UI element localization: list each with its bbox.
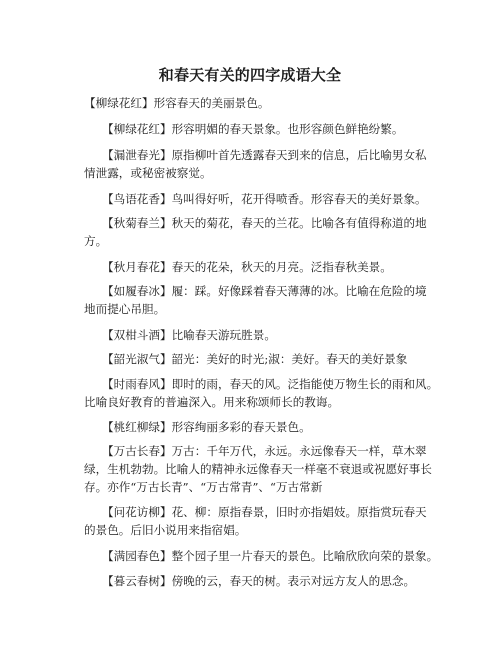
- paragraph-line: 【柳绿花红】形容明媚的春天景象。也形容颜色鲜艳纷繁。: [102, 122, 404, 136]
- idiom-paragraph: [84, 442, 432, 496]
- paragraph-line: 【韶光淑气】韶光：美好的时光;淑：美好。春天的美好景象: [102, 352, 408, 366]
- paragraph-line: 【万古长春】万古：千年万代，永远。永远像春天一样，草木翠: [102, 444, 427, 458]
- paragraph-line: 比喻良好教育的普遍深入。用来称颂师长的教诲。: [84, 395, 340, 409]
- idiom-paragraph: [84, 146, 427, 182]
- idiom-paragraph: [102, 572, 415, 590]
- idiom-paragraph: [102, 326, 276, 344]
- paragraph-line: 的景色。后旧小说用来指宿娼。: [84, 523, 247, 537]
- paragraph-line: 【鸟语花香】鸟叫得好听，花开得喷香。形容春天的美好景象。: [102, 192, 427, 206]
- paragraph-line: 【柳绿花红】形容春天的美丽景色。: [84, 96, 270, 110]
- paragraph-line: 【双柑斗酒】比喻春天游玩胜景。: [102, 328, 276, 342]
- paragraph-line: 【秋菊春兰】秋天的菊花，春天的兰花。比喻各有值得称道的地: [102, 216, 427, 230]
- paragraph-line: 【满园春色】整个园子里一片春天的景色。比喻欣欣向荣的景象。: [102, 549, 439, 563]
- paragraph-line: 存。亦作“万古长青”、“万古常青”、“万古常新: [84, 480, 323, 494]
- paragraph-line: 方。: [84, 234, 108, 248]
- idiom-paragraph: [102, 350, 407, 368]
- idiom-paragraph: [84, 503, 427, 539]
- idiom-paragraph: [102, 547, 438, 565]
- paragraph-line: 地而提心吊胆。: [84, 302, 166, 316]
- paragraph-line: 【时雨春风】即时的雨，春天的风。泛指能使万物生长的雨和风。: [102, 377, 439, 391]
- idiom-paragraph: [102, 258, 392, 276]
- paragraph-line: 【问花访柳】花、柳：原指春景，旧时亦指娼妓。原指赏玩春天: [102, 505, 427, 519]
- document-title: 和春天有关的四字成语大全: [158, 66, 342, 84]
- idiom-paragraph: [84, 282, 427, 318]
- idiom-paragraph: [84, 214, 427, 250]
- paragraph-line: 【漏泄春光】原指柳叶首先透露春天到来的信息，后比喻男女私: [102, 148, 427, 162]
- idiom-paragraph: [102, 120, 403, 138]
- idiom-paragraph: [102, 190, 427, 208]
- idiom-paragraph: [102, 418, 311, 436]
- paragraph-line: 情泄露，或秘密被察觉。: [84, 166, 212, 180]
- paragraph-line: 绿，生机勃勃。比喻人的精神永远像春天一样毫不衰退或祝愿好事长: [84, 462, 432, 476]
- paragraph-line: 【如履春冰】履：踩。好像踩着春天薄薄的冰。比喻在危险的境: [102, 284, 427, 298]
- paragraph-line: 【桃红柳绿】形容绚丽多彩的春天景色。: [102, 420, 311, 434]
- paragraph-line: 【秋月春花】春天的花朵，秋天的月亮。泛指春秋美景。: [102, 260, 392, 274]
- idiom-paragraph: [84, 94, 270, 112]
- idiom-paragraph: [84, 375, 439, 411]
- paragraph-line: 【暮云春树】傍晚的云，春天的树。表示对远方友人的思念。: [102, 574, 416, 588]
